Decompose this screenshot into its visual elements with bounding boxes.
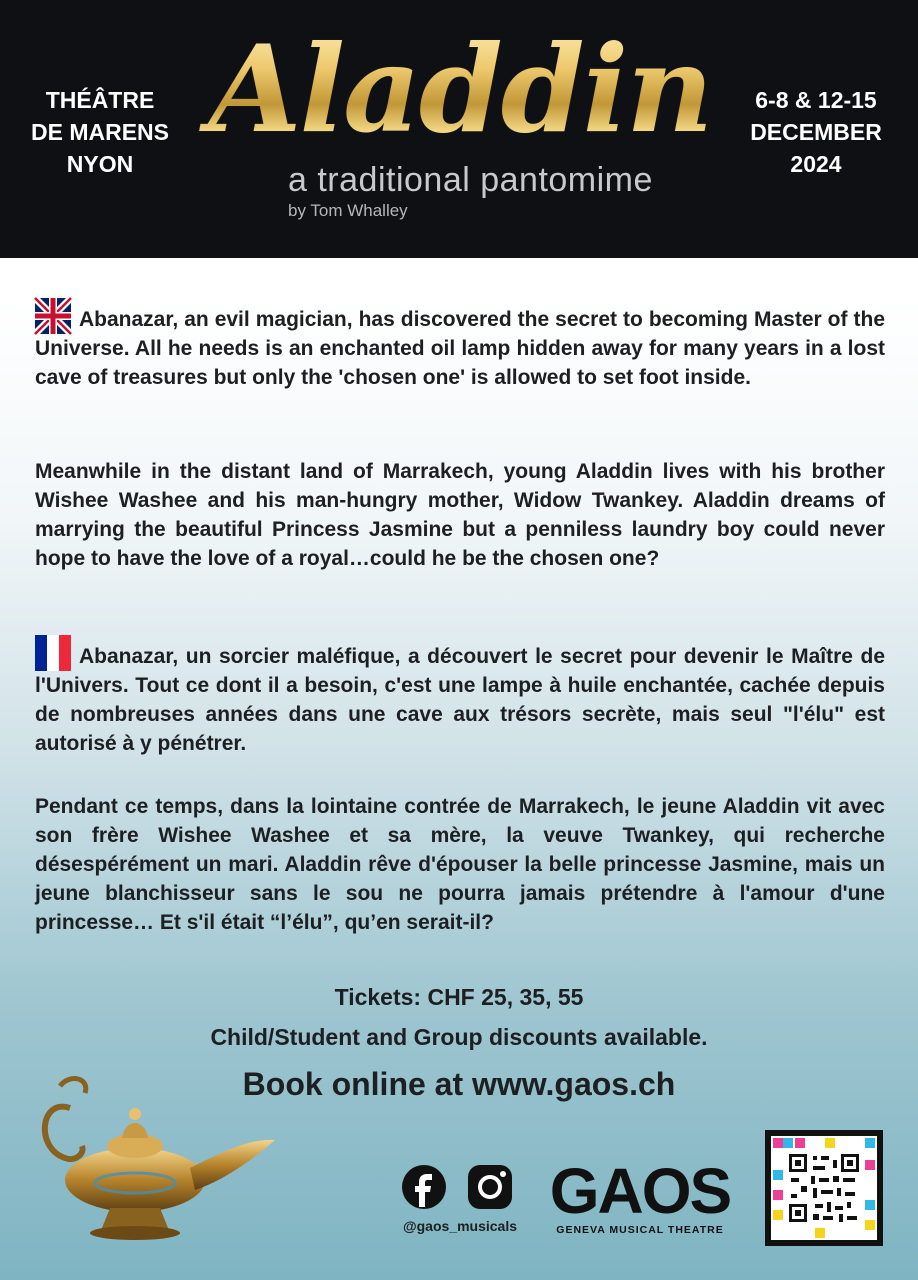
french-paragraph-1 (35, 635, 885, 758)
author-byline: by Tom Whalley (288, 201, 408, 220)
date-line: 2024 (790, 151, 842, 177)
show-dates (736, 84, 896, 180)
book-prefix: Book online at (242, 1066, 473, 1102)
social-icons (402, 1162, 522, 1212)
facebook-icon[interactable] (402, 1165, 446, 1209)
paragraph-text: Pendant ce temps, dans la lointaine contrée de Marrakech, le jeune Aladdin vit avec son frère Wishee Washee et sa mère, la veuve Twankey, qui recherche désespérément un mari. Aladdin rêve d'épouser la belle princesse Jasmine, mais un jeune blanchisseur sans le sou ne pourra jamais prétendre à l'amour d'une princesse… Et s'il était “l’élu”, qu’en serait-il? (35, 795, 885, 934)
gaos-logo-text: GAOS (549, 1155, 731, 1227)
english-paragraph-1 (35, 298, 885, 392)
show-title: Aladdin (195, 20, 725, 160)
gaos-logo (549, 1153, 731, 1238)
date-line: DECEMBER (750, 119, 882, 145)
qr-code[interactable] (765, 1130, 883, 1246)
book-url-link[interactable]: www.gaos.ch (472, 1066, 676, 1102)
venue (20, 84, 180, 180)
venue-line: THÉÂTRE (45, 87, 155, 113)
paragraph-text: Abanazar, an evil magician, has discovered the secret to becoming Master of the Universe. All he needs is an enchanted oil lamp hidden away for many years in a lost cave of treasures but only the 'chosen one' is allowed to set foot inside. (35, 308, 885, 389)
france-flag-icon (35, 635, 71, 671)
ticket-prices: Tickets: CHF 25, 35, 55 (334, 984, 584, 1010)
english-paragraph-2 (35, 457, 885, 573)
paragraph-text: Abanazar, un sorcier maléfique, a découvert le secret pour devenir le Maître de l'Univers. Tout ce dont il a besoin, c'est une lampe à huile enchantée, cachée depuis de nombreuses années dans une cave aux trésors secrète, mais seul "l'élu" est autorisé à y pénétrer. (35, 645, 885, 755)
french-paragraph-2 (35, 792, 885, 937)
header-banner (0, 0, 918, 258)
instagram-icon[interactable] (468, 1165, 512, 1209)
paragraph-text: Meanwhile in the distant land of Marrakech, young Aladdin lives with his brother Wishee Washee and his man-hungry mother, Widow Twankey. Aladdin dreams of marrying the beautiful Princess Jasmine but a penniless laundry boy could never hope to have the love of a royal…could he be the chosen one? (35, 460, 885, 570)
show-subtitle: a traditional pantomime (288, 161, 653, 199)
gaos-logo-tagline: GENEVA MUSICAL THEATRE (556, 1224, 724, 1236)
venue-line: DE MARENS (30, 119, 169, 145)
ticket-discounts: Child/Student and Group discounts available. (210, 1024, 708, 1050)
venue-line: NYON (66, 151, 134, 177)
social-handle: @gaos_musicals (402, 1218, 518, 1234)
uk-flag-icon (35, 298, 71, 334)
date-line: 6-8 & 12-15 (755, 87, 877, 113)
magic-lamp-icon (30, 1068, 280, 1243)
